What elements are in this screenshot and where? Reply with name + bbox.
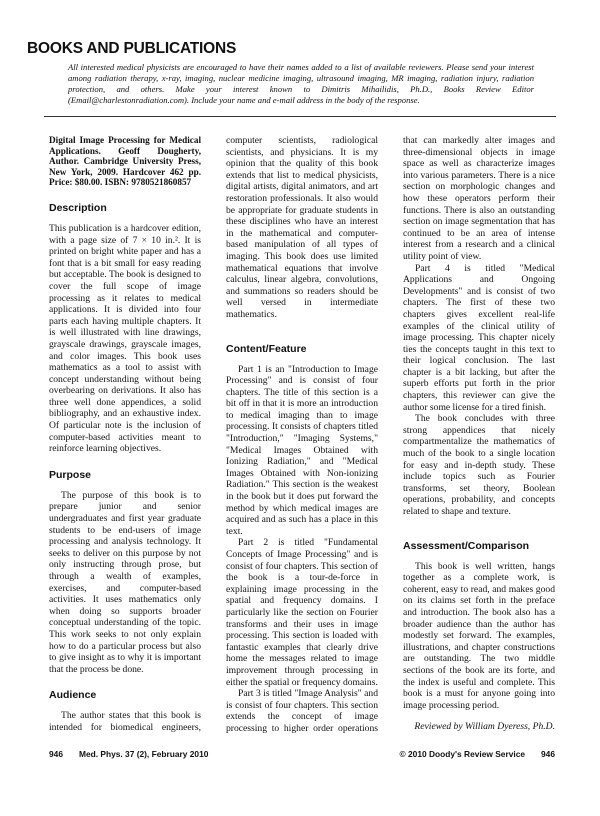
- page-title: BOOKS AND PUBLICATIONS: [27, 40, 237, 57]
- article-columns: [49, 135, 555, 735]
- heading-audience: Audience: [49, 689, 97, 702]
- heading-assessment: Assessment/Comparison: [403, 539, 530, 552]
- book-citation: Digital Image Processing for Medical Applications. Geoff Dougherty, Author. Cambridge University Press, New York, 2009. Hardcover 462 pp. Price: $80.00. ISBN: 9780521860857: [49, 135, 201, 188]
- content-part3: Part 3 is titled "Image Analysis" and is consist of four chapters. This section extends the concept of image processing to higher order operations that can markedly alter images and three-dimensional objects in image space as well as characterize images into various parameters. There is a nice section on morphologic changes and how these operators perform their functions. There is also an outstanding section on image segmentation that has continued to be an area of intense interest from a research and a clinical utility point of view.: [226, 135, 555, 734]
- footer-right: [400, 749, 555, 760]
- heading-purpose: Purpose: [49, 468, 92, 481]
- purpose-text: The purpose of this book is to prepare junior and senior undergraduates and first year graduate students to be end-users of image processing and analysis technology. It seeks to deliver on this purpose by not only instructing through prose, but through a wealth of examples, exercises, and computer-based activities. It uses mathematics only when doing so supports broader conceptual understanding of the topic. This work seeks to not only explain how to do a particular process but also to give insight as to why it is important that the process be done.: [49, 489, 201, 675]
- content-part1: Part 1 is an "Introduction to Image Processing" and is consist of four chapters. The title of this section is a bit off in that it is more an introduction to medical imaging than to image processing. It consists of chapters titled "Introduction," "Imaging Systems," "Medical Images Obtained with Ionizing Radiation," and "Medical Images Obtained with Non-ionizing Radiation." This section is the weakest in the book but it does put forward the method by which medical images are acquired and as such has a place in this text.: [226, 363, 378, 537]
- footer-left: [49, 749, 208, 760]
- reviewer-signature: Reviewed by William Dyeress, Ph.D.: [414, 721, 555, 733]
- footer: [49, 749, 555, 776]
- page-number-left: 946: [49, 748, 63, 759]
- content-part2: Part 2 is titled "Fundamental Concepts of Image Processing" and is consist of four chapters. This section of the book is a tour-de-force in explaining image processing in the spatial and frequency domains. I particularly like the section on Fourier transforms and their uses in image processing. This section is loaded with fantastic examples that clearly drive home the messages related to image improvement through processing in either the spatial or frequency domains.: [226, 537, 378, 688]
- page-number-right: 946: [541, 748, 555, 759]
- assessment-text: This book is well written, hangs together as a complete work, is coherent, easy to read, and makes good on its claims set forth in the preface and introduction. The book also has a broader audience than the author has modestly set forward. The examples, illustrations, and chapter constructions are outstanding. The two middle sections of the book are its forte, and the index is useful and complete. This book is a must for anyone going into image processing period.: [403, 560, 555, 711]
- content-part4: Part 4 is titled "Medical Applications and Ongoing Developments" and is consist of two chapters. The first of these two chapters gives excellent real-life examples of the clinical utility of image processing. This chapter nicely ties the concepts taught in this text to their logical conclusion. The last chapter is a bit lacking, but after the superb efforts put forth in the prior chapters, this reviewer can give the author some license for a tired finish.: [403, 262, 555, 413]
- description-text: This publication is a hardcover edition, with a page size of 7 × 10 in.². It is printed on bright white paper and has a font that is a bit small for easy reading but acceptable. The book is designed to cover the full scope of image processing as it relates to medical applications. It is divided into four parts each having multiple chapters. It is well illustrated with line drawings, grayscale drawings, grayscale images, and color images. This book uses mathematics as a tool to assist with concept understanding without being overbearing on derivations. It also has three well done appendices, a solid bibliography, and an exhaustive index. Of particular note is the inclusion of computer-based activities meant to reinforce learning objectives.: [49, 222, 201, 455]
- divider: [44, 116, 556, 117]
- intro-text: All interested medical physicists are encouraged to have their names added to a list of available reviewers. Please send your interest among radiation therapy, x-ray, imaging, nuclear medicine imaging, ultrasound imaging, MR imaging, radiation injury, radiation protection, and others. Make your interest known to Dimitris Mihailidis, Ph.D., Books Review Editor (Email@charlestonradiation.com). Include your name and e-mail address in the body of the response.: [68, 62, 534, 105]
- journal-citation: Med. Phys. 37 (2), February 2010: [78, 748, 209, 759]
- copyright: © 2010 Doody's Review Service: [399, 748, 526, 759]
- audience-text: The author states that this book is intended for biomedical engineers, computer scientists, radiological scientists, and physicians. It is my opinion that the quality of this book extends that list to medical physicists, digital artists, digital animators, and art restoration professionals. It also would be appropriate for graduate students in these disciplines who have an interest in the mathematical and computer-based manipulation of all types of imaging. This book does use limited mathematical equations that involve calculus, linear algebra, convolutions, and summations so readers should be well versed in intermediate mathematics.: [49, 135, 378, 733]
- heading-description: Description: [49, 201, 107, 214]
- heading-content: Content/Feature: [226, 342, 307, 355]
- content-part5: The book concludes with three strong appendices that nicely compartmentalize the mathematics of much of the book to a single location for easy and in-depth study. These include topics such as Fourier transforms, set theory, Boolean operations, probability, and concepts related to shape and texture.: [403, 413, 555, 517]
